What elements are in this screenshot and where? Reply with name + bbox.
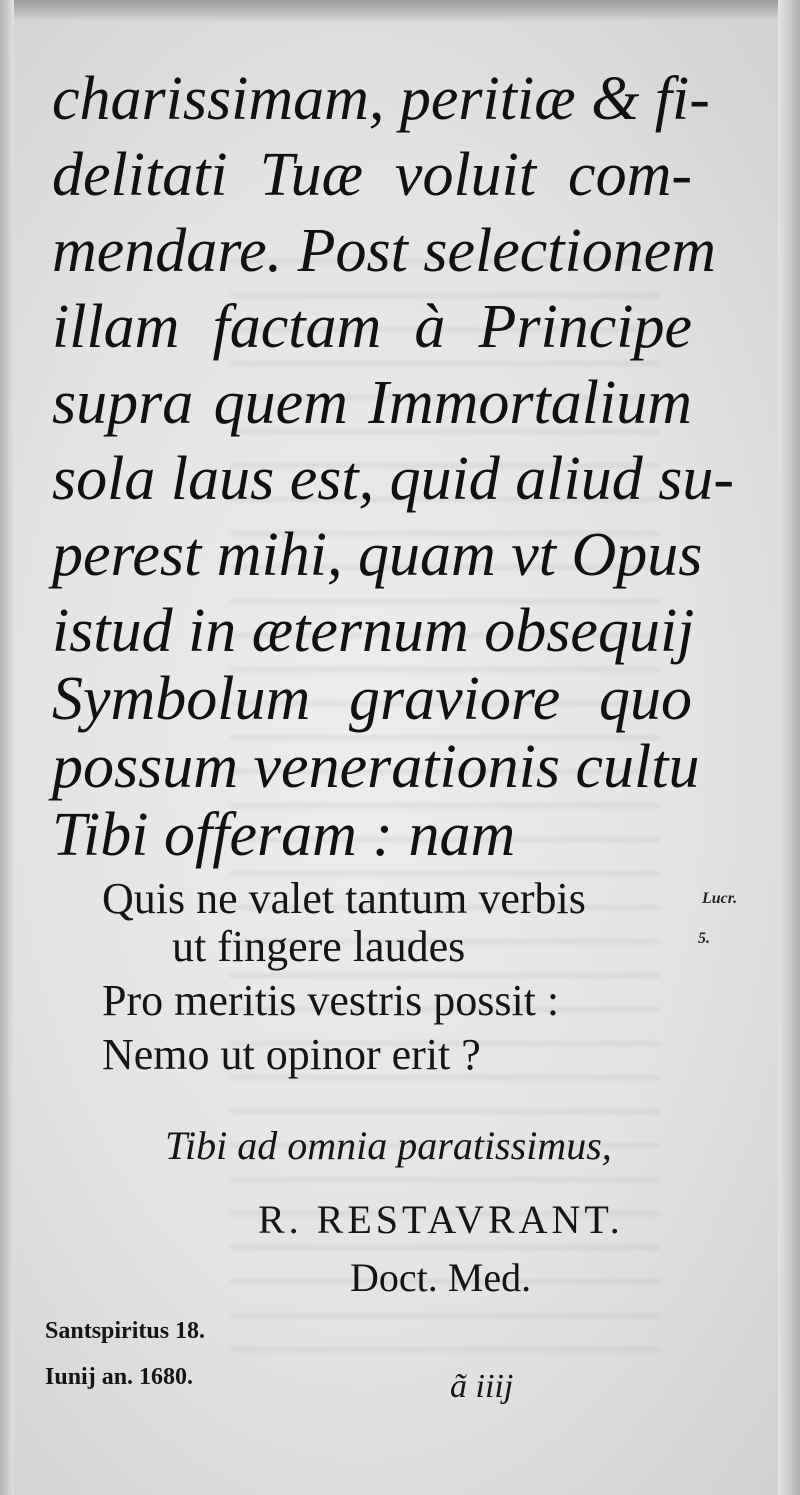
body-line: Symbolum graviore quo xyxy=(52,665,692,733)
place-line: Santspiritus 18. xyxy=(45,1318,206,1344)
page-top-edge xyxy=(0,0,800,22)
margin-citation-number: 5. xyxy=(698,930,710,947)
verse-line: Quis ne valet tantum verbis xyxy=(102,874,586,923)
author-title: Doct. Med. xyxy=(350,1255,532,1300)
body-line: mendare. Post selectionem xyxy=(52,217,717,285)
page-right-edge xyxy=(778,0,800,1495)
body-line: istud in æternum obsequij xyxy=(52,597,695,665)
body-line: possum venerationis cultu xyxy=(52,733,700,801)
body-line: charissimam, peritiæ & fi- xyxy=(52,65,710,133)
closing-salutation: Tibi ad omnia paratissimus, xyxy=(165,1123,612,1168)
author-signature: R. RESTAVRANT. xyxy=(258,1197,624,1242)
body-line: sola laus est, quid aliud su- xyxy=(52,445,735,513)
verse-line: ut fingere laudes xyxy=(172,922,466,971)
page-left-edge xyxy=(0,0,14,1495)
body-line: Tibi offeram : nam xyxy=(52,801,516,869)
body-line: supra quem Immortalium xyxy=(52,369,692,437)
body-line: perest mihi, quam vt Opus xyxy=(52,521,703,589)
printer-signature-mark: ã iiij xyxy=(450,1368,514,1405)
body-line: illam factam à Principe xyxy=(52,293,692,361)
verse-line: Nemo ut opinor erit ? xyxy=(102,1030,481,1079)
body-line: delitati Tuæ voluit com- xyxy=(52,141,692,209)
date-line: Iunij an. 1680. xyxy=(45,1364,194,1390)
verse-line: Pro meritis vestris possit : xyxy=(102,976,560,1025)
margin-citation: Lucr. xyxy=(702,890,738,907)
